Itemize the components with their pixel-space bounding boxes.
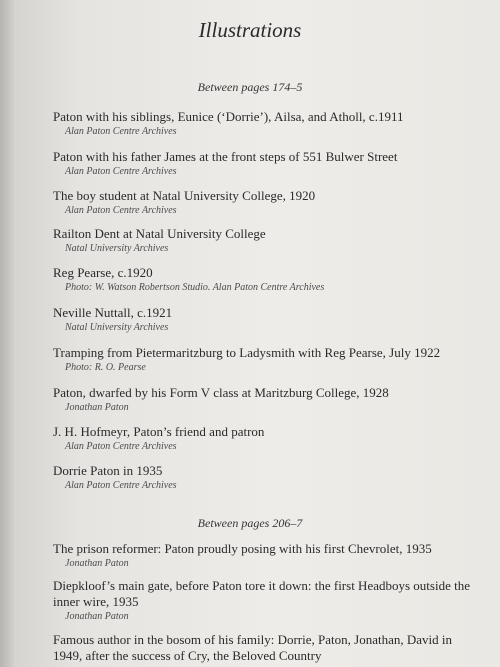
entry-caption: Diepkloof’s main gate, before Paton tore it down: the first Headboys outside the inner wire, 1935 (53, 578, 470, 609)
section-heading-2: Between pages 206–7 (197, 516, 303, 530)
list-item (53, 463, 480, 493)
list-item (53, 632, 480, 664)
entry-caption: Tramping from Pietermaritzburg to Ladysmith with Reg Pearse, July 1922 (53, 345, 441, 360)
page-title: Illustrations (198, 18, 302, 42)
section-heading-1: Between pages 174–5 (197, 80, 303, 94)
list-item (53, 226, 480, 256)
entry-caption: Dorrie Paton in 1935 (53, 463, 163, 478)
entry-credit: Alan Paton Centre Archives (65, 441, 177, 452)
list-item (53, 578, 480, 624)
list-item (53, 188, 480, 218)
entry-credit: Alan Paton Centre Archives (65, 166, 177, 177)
entry-credit: Jonathan Paton (65, 558, 129, 569)
entry-caption: Reg Pearse, c.1920 (53, 265, 153, 280)
entry-caption: Paton, dwarfed by his Form V class at Maritzburg College, 1928 (53, 385, 389, 400)
entry-caption: The prison reformer: Paton proudly posing with his first Chevrolet, 1935 (53, 541, 432, 556)
entry-credit: Photo: R. O. Pearse (65, 362, 146, 373)
list-item (53, 305, 480, 335)
entry-caption: The boy student at Natal University College, 1920 (53, 188, 316, 203)
entry-caption: Neville Nuttall, c.1921 (53, 305, 173, 320)
entry-credit: Natal University Archives (65, 243, 169, 254)
entry-caption: Paton with his siblings, Eunice (‘Dorrie’), Ailsa, and Atholl, c.1911 (53, 109, 404, 124)
entry-caption: Famous author in the bosom of his family: Dorrie, Paton, Jonathan, David in 1949, after the success of Cry, the Beloved Country (53, 632, 452, 663)
list-item (53, 541, 480, 571)
list-item (53, 424, 480, 454)
list-item (53, 109, 480, 139)
list-item (53, 345, 480, 375)
entry-credit: Jonathan Paton (65, 402, 129, 413)
list-item (53, 265, 480, 295)
entry-credit: Natal University Archives (65, 322, 169, 333)
entry-caption: J. H. Hofmeyr, Paton’s friend and patron (53, 424, 265, 439)
entry-caption: Railton Dent at Natal University College (53, 226, 266, 241)
entry-credit: Photo: W. Watson Robertson Studio. Alan Paton Centre Archives (65, 282, 325, 293)
entry-caption: Paton with his father James at the front steps of 551 Bulwer Street (53, 149, 398, 164)
list-item (53, 385, 480, 415)
entry-credit: Jonathan Paton (65, 611, 129, 622)
entry-credit: Alan Paton Centre Archives (65, 205, 177, 216)
list-item (53, 149, 480, 179)
entry-credit: Alan Paton Centre Archives (65, 480, 177, 491)
entry-credit: Alan Paton Centre Archives (65, 126, 177, 137)
